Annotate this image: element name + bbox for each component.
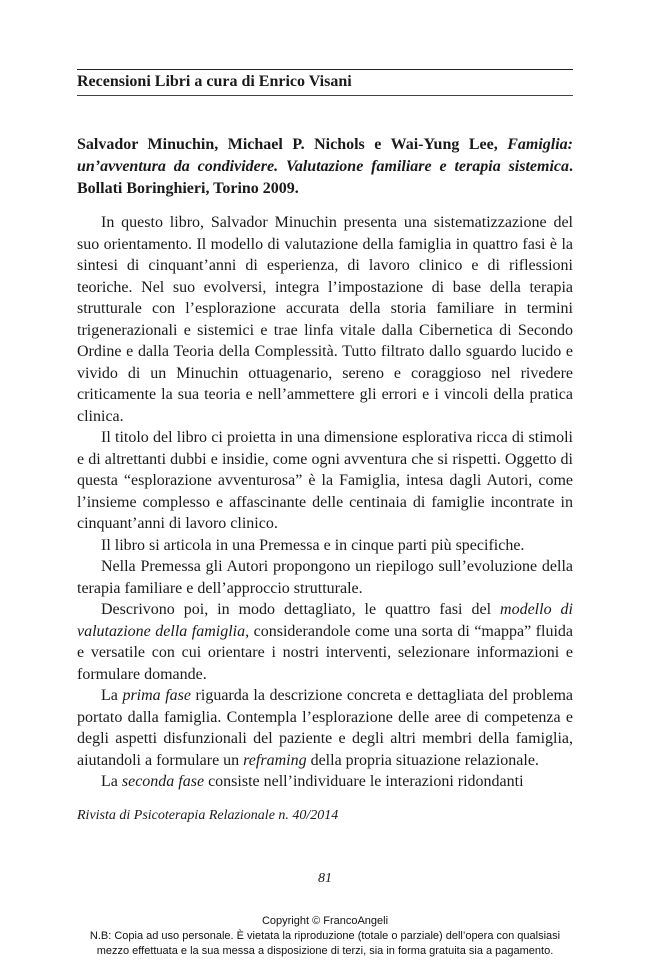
- p5-italic: modello di valutazione della famiglia,: [77, 601, 573, 640]
- notice-line-1: N.B: Copia ad uso personale. È vietata la riproduzione (totale o parziale) dell’opera con qualsiasi: [89, 930, 561, 942]
- p7-italic: seconda fase: [121, 773, 205, 790]
- p6-text-c: della propria situazione relazionale.: [306, 751, 539, 769]
- header-rule-bottom: [77, 95, 573, 96]
- p5-text-b: considerandole come una sorta di “mappa” fluida e versatile con cui orientare i nostri interventi, selezionare informazioni e formulare domande.: [77, 622, 574, 683]
- p5-text-a: Descrivono poi, in modo dettagliato, le quattro fasi del: [101, 601, 501, 618]
- book-title: Famiglia: un’avventura da condividere. Valutazione familiare e terapia sistemica: [77, 136, 573, 175]
- p6-text-b: riguarda la descrizione concreta e dettagliata del problema portato dalla famiglia. Contempla l’esplorazione delle aree di competenza e degli aspetti disfunzionali del paziente e degli altri membri della famiglia, aiutandoli a formulare un: [77, 687, 574, 769]
- book-authors: Salvador Minuchin, Michael P. Nichols e Wai-Yung Lee,: [77, 136, 498, 153]
- paragraph-2: Il titolo del libro ci proietta in una dimensione esplorativa ricca di stimoli e di altrettanti dubbi e insidie, come ogni avventura che si rispetti. Oggetto di questa “esplorazione avventurosa” è la Famiglia, intesa dagli Autori, come l’insieme complesso e affascinante delle centinaia di famiglie incontrate in cinquant’anni di lavoro clinico.: [77, 429, 573, 532]
- book-publisher: . Bollati Boringhieri, Torino 2009.: [77, 158, 573, 197]
- paragraph-1: In questo libro, Salvador Minuchin presenta una sistematizzazione del suo orientamento. Il modello di valutazione della famiglia in quattro fasi è la sintesi di cinquant’anni di esperienza, di lavoro clinico e di riflessioni teoriche. Nel suo evolversi, integra l’impostazione di base della terapia strutturale con l’esplorazione accurata della storia familiare in termini trigenerazionali e sistemici e trae linfa vitale dalla Cibernetica di Secondo Ordine e dalla Teoria della Complessità. Tutto filtrato dallo sguardo lucido e vivido di un Minuchin ottuagenario, sereno e coraggioso nel rivedere criticamente la sua teoria e nell’ammettere gli errori e i vincoli della pratica clinica.: [77, 214, 573, 425]
- copyright-notice: [0, 914, 650, 959]
- book-citation: [77, 134, 573, 200]
- section-heading: Recensioni Libri a cura di Enrico Visani: [77, 73, 352, 90]
- paragraph-7: [77, 771, 573, 793]
- paragraph-3: Il libro si articola in una Premessa e in cinque parti più specifiche.: [101, 536, 525, 554]
- p7-text-a: La: [101, 773, 122, 790]
- p6-italic-1: prima fase: [122, 687, 191, 704]
- journal-reference: Rivista di Psicoterapia Relazionale n. 40/2014: [77, 808, 339, 823]
- review-body: [77, 212, 573, 793]
- paragraph-5: [77, 599, 573, 685]
- paragraph-6: [77, 685, 573, 771]
- header-rule-top: [77, 69, 573, 70]
- notice-line-2: mezzo effettuata e la sua messa a disposizione di terzi, sia in forma gratuita sia a pagamento.: [96, 945, 554, 957]
- page-number: 81: [318, 871, 332, 886]
- paragraph-4: Nella Premessa gli Autori propongono un riepilogo sull’evoluzione della terapia familiare e dell’approccio strutturale.: [77, 558, 573, 597]
- copyright-line: Copyright © FrancoAngeli: [261, 915, 389, 927]
- p7-text-b: consiste nell’individuare le interazioni ridondanti: [204, 773, 524, 790]
- p6-italic-2: reframing: [243, 751, 307, 769]
- p6-text-a: La: [101, 687, 123, 704]
